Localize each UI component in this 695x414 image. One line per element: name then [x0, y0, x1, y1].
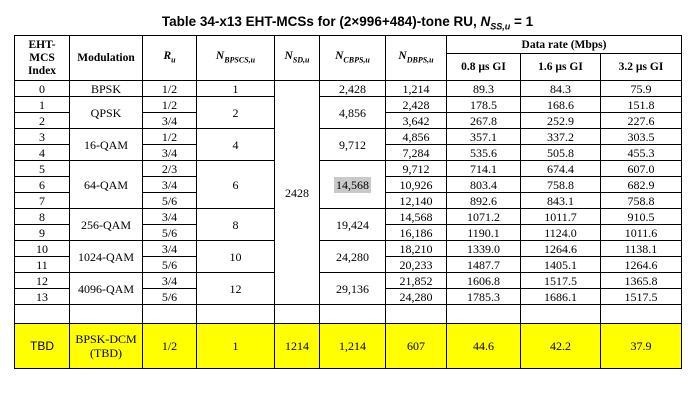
caption-nss-symbol: N: [480, 14, 491, 29]
rate-cell: 3/4: [143, 273, 197, 289]
mcs-index-cell: 4: [15, 145, 70, 161]
rate-cell: 3/4: [143, 145, 197, 161]
rate-cell: 2/3: [143, 161, 197, 177]
rate-cell: 1/2: [143, 324, 197, 369]
rate-32-cell: 1517.5: [601, 289, 682, 305]
rate-08-cell: 44.6: [447, 324, 521, 369]
table-row: [15, 129, 682, 145]
mcs-index-cell: 1: [15, 97, 70, 113]
header-data-rate: Data rate (Mbps): [447, 36, 682, 54]
caption-nss-value: = 1: [510, 14, 534, 29]
ndbps-cell: 18,210: [386, 241, 447, 257]
rate-08-cell: 1339.0: [447, 241, 521, 257]
rate-16-cell: 252.9: [521, 113, 601, 129]
rate-32-cell: 227.6: [601, 113, 682, 129]
modulation-cell: BPSK-DCM (TBD): [70, 324, 143, 369]
rate-16-cell: 84.3: [521, 81, 601, 97]
caption-nss-subscript: SS,u: [490, 21, 511, 32]
rate-32-cell: 455.3: [601, 145, 682, 161]
rate-16-cell: 337.2: [521, 129, 601, 145]
ndbps-cell: 3,642: [386, 113, 447, 129]
modulation-cell: QPSK: [70, 97, 143, 129]
table-row: [15, 97, 682, 113]
modulation-cell: 256-QAM: [70, 209, 143, 241]
rate-08-cell: 1071.2: [447, 209, 521, 225]
rate-08-cell: 178.5: [447, 97, 521, 113]
rate-16-cell: 1405.1: [521, 257, 601, 273]
mcs-index-cell: TBD: [15, 324, 70, 369]
rate-32-cell: 75.9: [601, 81, 682, 97]
mcs-index-cell: 3: [15, 129, 70, 145]
nbpscs-cell: 2: [197, 97, 275, 129]
rate-cell: 3/4: [143, 113, 197, 129]
rate-32-cell: 910.5: [601, 209, 682, 225]
nbpscs-cell: 8: [197, 209, 275, 241]
rate-16-cell: 674.4: [521, 161, 601, 177]
nbpscs-cell: 6: [197, 161, 275, 209]
rate-16-cell: 168.6: [521, 97, 601, 113]
rate-16-cell: 505.8: [521, 145, 601, 161]
header-ncbps: $N_{CBPS,u}$: [320, 36, 386, 81]
mcs-index-cell: 2: [15, 113, 70, 129]
rate-32-cell: 303.5: [601, 129, 682, 145]
table-row: [15, 273, 682, 289]
rate-16-cell: 1011.7: [521, 209, 601, 225]
ncbps-cell: 19,424: [320, 209, 386, 241]
rate-08-cell: 1487.7: [447, 257, 521, 273]
ndbps-cell: 10,926: [386, 177, 447, 193]
ndbps-cell: 24,280: [386, 289, 447, 305]
ncbps-cell: 4,856: [320, 97, 386, 129]
rate-32-cell: 37.9: [601, 324, 682, 369]
nsd-cell-shared: 2428: [275, 81, 320, 305]
table-row: [15, 81, 682, 97]
ncbps-cell: 24,280: [320, 241, 386, 273]
mcs-index-cell: 13: [15, 289, 70, 305]
rate-cell: 1/2: [143, 97, 197, 113]
header-gi-32: 3.2 µs GI: [601, 54, 682, 81]
nbpscs-cell: 1: [197, 81, 275, 97]
rate-32-cell: 1011.6: [601, 225, 682, 241]
rate-cell: 3/4: [143, 241, 197, 257]
header-nsd: $N_{SD,u}$: [275, 36, 320, 81]
rate-32-cell: 1138.1: [601, 241, 682, 257]
nbpscs-cell: 4: [197, 129, 275, 161]
ncbps-cell: 29,136: [320, 273, 386, 305]
mcs-index-cell: 8: [15, 209, 70, 225]
rate-cell: 5/6: [143, 289, 197, 305]
mcs-index-cell: 9: [15, 225, 70, 241]
rate-32-cell: 151.8: [601, 97, 682, 113]
mcs-index-cell: 12: [15, 273, 70, 289]
rate-16-cell: 1686.1: [521, 289, 601, 305]
rate-08-cell: 714.1: [447, 161, 521, 177]
ncbps-cell: 1,214: [320, 324, 386, 369]
rate-cell: 5/6: [143, 193, 197, 209]
spacer-row: [15, 305, 682, 324]
rate-32-cell: 758.8: [601, 193, 682, 209]
ndbps-cell: 9,712: [386, 161, 447, 177]
rate-16-cell: 1264.6: [521, 241, 601, 257]
modulation-cell: BPSK: [70, 81, 143, 97]
mcs-index-cell: 11: [15, 257, 70, 273]
header-gi-16: 1.6 µs GI: [521, 54, 601, 81]
table-row: [15, 161, 682, 177]
ndbps-cell: 4,856: [386, 129, 447, 145]
eht-mcs-table: [14, 35, 682, 369]
rate-32-cell: 1365.8: [601, 273, 682, 289]
nbpscs-cell: 10: [197, 241, 275, 273]
header-mcs-index: EHT-MCS Index: [15, 36, 70, 81]
rate-cell: 5/6: [143, 225, 197, 241]
ndbps-cell: 1,214: [386, 81, 447, 97]
rate-16-cell: 843.1: [521, 193, 601, 209]
rate-32-cell: 1264.6: [601, 257, 682, 273]
rate-08-cell: 803.4: [447, 177, 521, 193]
modulation-cell: 1024-QAM: [70, 241, 143, 273]
ncbps-cell: 2,428: [320, 81, 386, 97]
header-nbpscs: $N_{BPSCS,u}$: [197, 36, 275, 81]
rate-16-cell: 1124.0: [521, 225, 601, 241]
rate-cell: 1/2: [143, 81, 197, 97]
rate-08-cell: 892.6: [447, 193, 521, 209]
header-rate: $R_u$: [143, 36, 197, 81]
mcs-index-cell: 0: [15, 81, 70, 97]
ncbps-cell: 9,712: [320, 129, 386, 161]
rate-32-cell: 607.0: [601, 161, 682, 177]
mcs-index-cell: 7: [15, 193, 70, 209]
modulation-cell: 64-QAM: [70, 161, 143, 209]
rate-cell: 1/2: [143, 129, 197, 145]
rate-16-cell: 1517.5: [521, 273, 601, 289]
modulation-cell: 16-QAM: [70, 129, 143, 161]
nbpscs-cell: 12: [197, 273, 275, 305]
header-ndbps: $N_{DBPS,u}$: [386, 36, 447, 81]
ndbps-cell: 607: [386, 324, 447, 369]
rate-16-cell: 42.2: [521, 324, 601, 369]
ndbps-cell: 14,568: [386, 209, 447, 225]
ndbps-cell: 7,284: [386, 145, 447, 161]
mcs-index-cell: 10: [15, 241, 70, 257]
header-gi-08: 0.8 µs GI: [447, 54, 521, 81]
mcs-index-cell: 6: [15, 177, 70, 193]
mcs-index-cell: 5: [15, 161, 70, 177]
nsd-cell: 1214: [275, 324, 320, 369]
ndbps-cell: 2,428: [386, 97, 447, 113]
rate-cell: 3/4: [143, 209, 197, 225]
rate-08-cell: 535.6: [447, 145, 521, 161]
header-modulation: Modulation: [70, 36, 143, 81]
rate-08-cell: 1785.3: [447, 289, 521, 305]
rate-32-cell: 682.9: [601, 177, 682, 193]
modulation-cell: 4096-QAM: [70, 273, 143, 305]
rate-08-cell: 267.8: [447, 113, 521, 129]
caption-text: Table 34-x13 EHT-MCSs for (2×996+484)-tone RU,: [161, 14, 481, 29]
rate-16-cell: 758.8: [521, 177, 601, 193]
ndbps-cell: 21,852: [386, 273, 447, 289]
rate-08-cell: 357.1: [447, 129, 521, 145]
ndbps-cell: 16,186: [386, 225, 447, 241]
table-caption: [0, 14, 695, 32]
ncbps-cell: [320, 161, 386, 209]
nbpscs-cell: 1: [197, 324, 275, 369]
rate-08-cell: 1606.8: [447, 273, 521, 289]
rate-08-cell: 1190.1: [447, 225, 521, 241]
tbd-row: [15, 324, 682, 369]
table-row: [15, 241, 682, 257]
rate-08-cell: 89.3: [447, 81, 521, 97]
ndbps-cell: 20,233: [386, 257, 447, 273]
table-row: [15, 209, 682, 225]
ncbps-highlight: 14,568: [336, 177, 369, 192]
rate-cell: 3/4: [143, 177, 197, 193]
rate-cell: 5/6: [143, 257, 197, 273]
ndbps-cell: 12,140: [386, 193, 447, 209]
